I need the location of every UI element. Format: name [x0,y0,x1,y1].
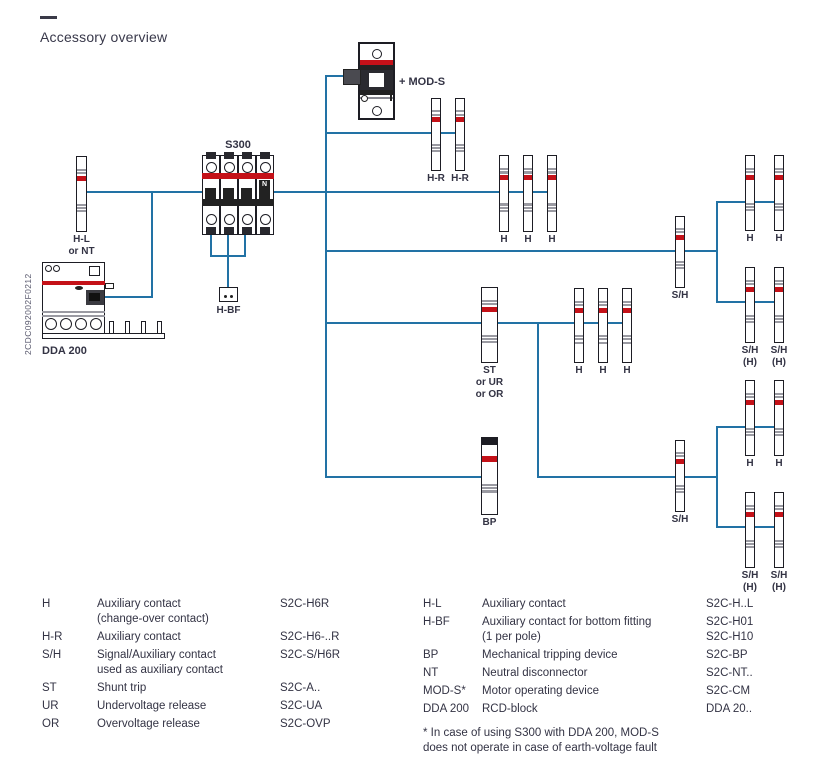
shh-top-1-label: S/H (H) [741,345,759,368]
legend-desc: Auxiliary contact [97,631,181,643]
legend-abbr: OR [42,718,60,730]
legend-right-table [423,597,808,756]
mod-s-motor-block [360,70,393,90]
legend-abbr: S/H [42,649,62,661]
legend-abbr: BP [423,649,439,661]
s300-pole-1 [202,155,220,235]
legend-code: S2C-H6R [280,598,330,610]
legend-code: S2C-S/H6R [280,649,341,661]
legend-row-h-bf [423,615,808,645]
h-mid-2-label: H [599,365,607,376]
h-bf-label: H-BF [216,305,241,316]
bp-branch-line [325,476,490,478]
shh-bot-1-device [745,492,755,568]
legend-abbr: H-R [42,631,63,643]
st-branch-line [325,322,630,324]
legend-row-h-r [42,630,387,645]
h-top-1-label: H [500,234,508,245]
legend-abbr: H [42,598,51,610]
legend-desc: Overvoltage release [97,718,200,730]
legend-row-s-h [42,648,387,678]
legend-desc: Auxiliary contact for bottom fitting (1 per pole) [482,616,652,643]
document-code-vertical: 2CDC092002F0212 [23,273,33,355]
legend-code: S2C-H01 S2C-H10 [706,616,754,643]
shh-top-2-label: S/H (H) [770,345,788,368]
h-l-label: H-L or NT [68,234,95,257]
sh-upper-branch-line [325,250,718,252]
h-r-2-device [455,98,465,171]
legend-footnote: * In case of using S300 with DDA 200, MOD-S does not operate in case of earth-voltage fault [423,727,659,754]
legend-desc: Neutral disconnector [482,667,588,679]
lower-right-v-line [716,426,718,528]
legend-code: DDA 20.. [706,703,753,715]
legend-row-mod-s- [423,684,808,699]
legend-desc: Auxiliary contact (change-over contact) [97,598,209,625]
h-r-1-label: H-R [427,173,445,184]
legend-row-h-l [423,597,808,612]
mid-drop-line [537,322,539,478]
mod-s-device [358,42,395,120]
legend-desc: Motor operating device [482,685,599,697]
legend-row-dda-200 [423,702,808,717]
upper-right-v-line [716,201,718,303]
dda200-test-eye [75,286,83,290]
legend-row-nt [423,666,808,681]
sh-upper-label: S/H [671,290,689,301]
shh-bot-2-device [774,492,784,568]
st-label: ST or UR or OR [475,365,504,400]
legend-row-ur [42,699,387,714]
s300-pole-3 [238,155,256,235]
h-r-1-device [431,98,441,171]
page-title: Accessory overview [40,29,168,45]
st-device [481,287,498,363]
legend-abbr: MOD-S* [423,685,466,697]
dda200-device [42,262,165,340]
legend-code: S2C-H..L [706,598,754,610]
s300-breaker [202,139,274,235]
h-top-2-label: H [524,234,532,245]
s300-red-band [202,173,274,179]
legend-row-st [42,681,387,696]
legend-desc: Mechanical tripping device [482,649,618,661]
s300-pole-neutral [256,155,274,235]
mod-s-top-screw [372,49,382,59]
legend-desc: RCD-block [482,703,538,715]
h-r-2-label: H-R [451,173,469,184]
h-l-device [76,156,87,232]
s300-pin-3-line [244,234,246,257]
legend-abbr: UR [42,700,59,712]
legend-code: S2C-CM [706,685,751,697]
legend-code: S2C-OVP [280,718,331,730]
h-right-top-1-device [745,155,755,231]
legend-row-or [42,717,387,732]
s300-pin-1-line [210,234,212,257]
legend-code: S2C-NT.. [706,667,753,679]
h-right-bot-1-device [745,380,755,456]
h-bf-device [219,287,238,302]
h-right-bot-1-label: H [746,458,754,469]
legend-code: S2C-UA [280,700,323,712]
shh-bot-1-label: S/H (H) [741,570,759,593]
h-top-1-device [499,155,509,232]
s300-label: S300 [225,139,251,151]
dda200-red-band [42,281,105,285]
mod-s-bottom-screw [372,106,382,116]
legend-abbr: DDA 200 [423,703,470,715]
trunk-line [325,75,327,478]
s300-din-band [202,199,274,206]
hbf-drop-line [227,255,229,287]
legend-desc: Signal/Auxiliary contact used as auxiliary contact [97,649,223,676]
bp-label: BP [482,517,497,528]
h-right-bot-2-label: H [775,458,783,469]
h-right-top-2-device [774,155,784,231]
shh-top-2-device [774,267,784,343]
h-right-top-1-label: H [746,233,754,244]
h-top-2-device [523,155,533,232]
legend-abbr: H-L [423,598,442,610]
h-mid-1-label: H [575,365,583,376]
h-right-bot-2-device [774,380,784,456]
legend-row-bp [423,648,808,663]
legend-desc: Undervoltage release [97,700,207,712]
sh-lower-label: S/H [671,514,689,525]
legend-desc: Shunt trip [97,682,147,694]
h-mid-3-label: H [623,365,631,376]
s300-pin-2-line [227,234,229,257]
h-mid-3-device [622,288,632,363]
h-top-3-device [547,155,557,232]
sh-lower-branch-line [537,476,718,478]
legend-left-table [42,597,387,735]
sh-upper-device [675,216,685,288]
legend-abbr: NT [423,667,439,679]
legend-code: S2C-H6-..R [280,631,340,643]
dda200-label: DDA 200 [42,345,87,357]
mod-s-coupling-stub [343,69,361,85]
legend-code: S2C-A.. [280,682,321,694]
shh-top-1-device [745,267,755,343]
legend-abbr: H-BF [423,616,450,628]
h-mid-1-device [574,288,584,363]
main-bus-line [87,191,552,193]
legend-abbr: ST [42,682,57,694]
h-right-top-2-label: H [775,233,783,244]
legend-code: S2C-BP [706,649,748,661]
mod-s-label: + MOD-S [399,76,446,88]
sh-lower-device [675,440,685,512]
dda200-rail [42,333,165,339]
bp-device [481,437,498,515]
legend-desc: Auxiliary contact [482,598,566,610]
legend-row-h [42,597,387,627]
s300-neutral-marker: N [259,180,270,190]
dda200-toggle [86,290,104,305]
shh-bot-2-label: S/H (H) [770,570,788,593]
h-top-3-label: H [548,234,556,245]
s300-pole-2 [220,155,238,235]
h-mid-2-device [598,288,608,363]
